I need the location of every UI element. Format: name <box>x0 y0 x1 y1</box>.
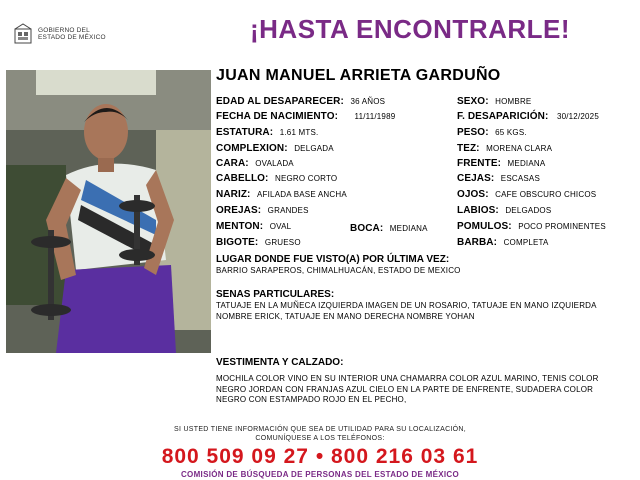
field-label: CEJAS: <box>457 173 495 184</box>
field-label: FRENTE: <box>457 158 502 169</box>
field-value: 65 KGS. <box>495 128 527 137</box>
field-cejas <box>457 173 540 184</box>
field-desaparicion <box>457 111 599 122</box>
field-label: OJOS: <box>457 189 489 200</box>
field-value: CAFE OBSCURO CHICOS <box>495 190 597 199</box>
footer-note-line-2: COMUNÍQUESE A LOS TELÉFONOS: <box>255 434 385 442</box>
vestimenta-text: MOCHILA COLOR VINO EN SU INTERIOR UNA CHAMARRA COLOR AZUL MARINO, TENIS COLOR NEGRO JORDAN CON FRANJAS AZUL CIELO EN LA PARTE DE ENFRENTE, SUDADERA COLOR NEGRO CON ESTAMPADO ROJO EN EL PECHO, <box>216 374 599 404</box>
field-label: OREJAS: <box>216 205 262 216</box>
field-label: MENTON: <box>216 221 264 232</box>
field-value: 30/12/2025 <box>556 112 599 121</box>
field-value: 11/11/1989 <box>354 112 396 121</box>
headline: ¡HASTA ENCONTRARLE! <box>250 14 571 44</box>
field-value: GRUESO <box>264 238 301 247</box>
field-orejas <box>216 205 309 216</box>
field-labios <box>457 205 551 216</box>
senas-text: TATUAJE EN LA MUÑECA IZQUIERDA IMAGEN DE UN ROSARIO, TATUAJE EN MANO IZQUIERDA NOMBRE ERICK, TATUAJE EN MANO DERECHA NOMBRE YOHAN <box>216 301 597 321</box>
field-label: BARBA: <box>457 237 498 248</box>
field-label: TEZ: <box>457 143 480 154</box>
field-complexion <box>216 143 334 154</box>
field-barba <box>457 237 549 248</box>
field-label: POMULOS: <box>457 221 512 232</box>
field-value: NEGRO CORTO <box>274 174 338 183</box>
field-value: GRANDES <box>267 206 309 215</box>
field-value: COMPLETA <box>503 238 549 247</box>
field-tez <box>457 143 552 154</box>
person-photo <box>6 70 211 353</box>
field-value: HOMBRE <box>495 97 532 106</box>
field-label: LABIOS: <box>457 205 499 216</box>
field-value: MEDIANA <box>507 159 546 168</box>
lugar-title: LUGAR DONDE FUE VISTO(A) POR ÚLTIMA VEZ: <box>216 254 450 265</box>
state-coat-of-arms-icon <box>12 23 34 45</box>
footer-note <box>0 426 640 443</box>
field-label: CABELLO: <box>216 173 269 184</box>
field-cara <box>216 158 294 169</box>
field-nariz <box>216 189 347 200</box>
logo-line-1: GOBIERNO DEL <box>38 26 90 34</box>
field-value: MORENA CLARA <box>486 144 553 153</box>
field-value: AFILADA BASE ANCHA <box>257 190 347 199</box>
field-menton <box>216 221 291 232</box>
field-value: DELGADOS <box>505 206 552 215</box>
field-value: 1.61 MTS. <box>279 128 319 137</box>
field-label: FECHA DE NACIMIENTO: <box>216 111 338 122</box>
field-frente <box>457 158 545 169</box>
field-estatura <box>216 127 318 138</box>
field-edad <box>216 96 385 107</box>
vestimenta-title: VESTIMENTA Y CALZADO: <box>216 357 344 368</box>
field-label: BIGOTE: <box>216 237 259 248</box>
field-value: OVALADA <box>255 159 294 168</box>
field-label: BOCA: <box>350 223 384 234</box>
field-cabello <box>216 173 337 184</box>
phone-numbers: 800 509 09 27 • 800 216 03 61 <box>161 445 479 468</box>
field-value: 36 AÑOS <box>350 97 386 106</box>
field-label: ESTATURA: <box>216 127 274 138</box>
logo-line-2: ESTADO DE MÉXICO <box>38 34 106 41</box>
field-sexo <box>457 96 531 107</box>
field-nacimiento <box>216 111 395 122</box>
field-label: F. DESAPARICIÓN: <box>457 111 549 122</box>
field-bigote <box>216 237 301 248</box>
field-ojos <box>457 189 596 200</box>
senas-title: SENAS PARTICULARES: <box>216 289 335 300</box>
field-boca <box>350 223 428 234</box>
field-value: ESCASAS <box>500 174 540 183</box>
field-label: CARA: <box>216 158 249 169</box>
field-label: COMPLEXION: <box>216 143 288 154</box>
field-label: EDAD AL DESAPARECER: <box>216 96 344 107</box>
field-label: PESO: <box>457 127 489 138</box>
government-logo <box>12 22 122 46</box>
footer-note-line-1: SI USTED TIENE INFORMACIÓN QUE SEA DE UTILIDAD PARA SU LOCALIZACIÓN, <box>173 426 467 433</box>
person-name: JUAN MANUEL ARRIETA GARDUÑO <box>216 67 501 84</box>
field-pomulos <box>457 221 606 232</box>
commission-name: COMISIÓN DE BÚSQUEDA DE PERSONAS DEL ESTADO DE MÉXICO <box>180 470 459 479</box>
person-photo-illustration <box>6 70 211 353</box>
field-label: SEXO: <box>457 96 489 107</box>
field-value: MEDIANA <box>389 224 428 233</box>
field-value: POCO PROMINENTES <box>518 222 606 231</box>
lugar-text: BARRIO SARAPEROS, CHIMALHUACÁN, ESTADO DE MEXICO <box>216 266 461 275</box>
field-label: NARIZ: <box>216 189 251 200</box>
field-value: DELGADA <box>294 144 334 153</box>
field-value: OVAL <box>269 222 292 231</box>
field-peso <box>457 127 527 138</box>
logo-text <box>38 27 106 42</box>
